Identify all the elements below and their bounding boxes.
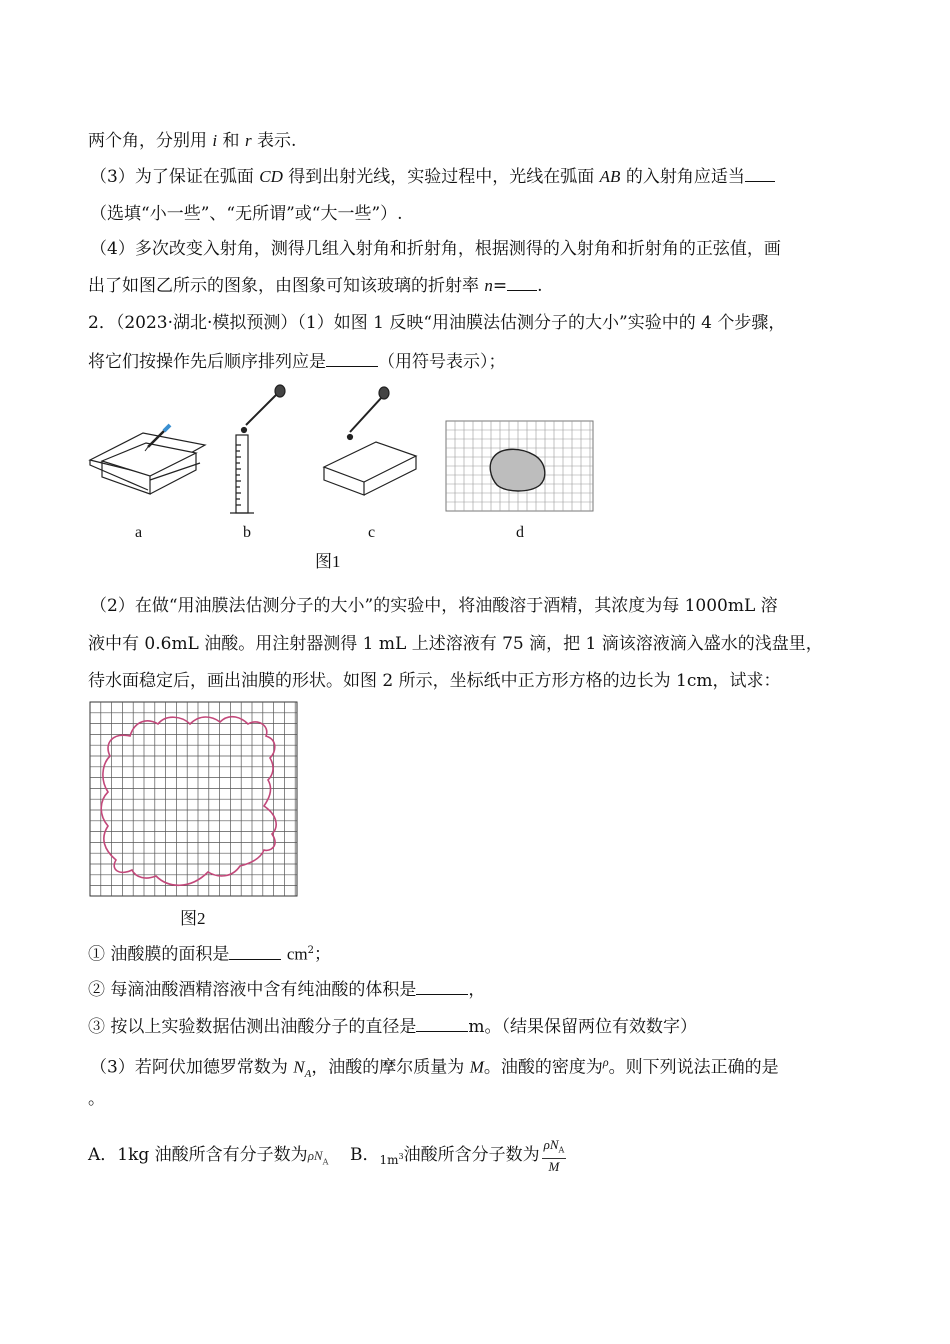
figure-1-d-grid: [446, 421, 593, 511]
problem-2-part-2-line-1: （2）在做“用油膜法估测分子的大小”的实验中，将油酸溶于酒精，其浓度为每 1000mL 溶: [90, 596, 778, 616]
figure-1-label-c: c: [368, 524, 376, 541]
answer-blank[interactable]: [326, 350, 378, 367]
figure-2: [90, 700, 300, 900]
option-b[interactable]: B．$_{1m^3}$油酸所含分子数为 $\rho N_A$ M: [350, 1137, 565, 1174]
problem-2-part-2-line-3: 待水面稳定后，画出油膜的形状。如图 2 所示，坐标纸中正方形方格的边长为 1cm，试求：: [88, 671, 781, 691]
figure-1-caption: 图1: [315, 552, 341, 571]
sub-question-3: ③ 按以上实验数据估测出油酸分子的直径是 m。（结果保留两位有效数字）: [88, 1017, 698, 1037]
figure-1-label-d: d: [516, 524, 524, 541]
figure-1-b-cylinder: [230, 385, 285, 513]
sub-question-1: ① 油酸膜的面积是 $cm^2$；: [88, 944, 331, 965]
figure-1-label-a: a: [135, 524, 143, 541]
figure-1: [88, 385, 608, 565]
option-a-b: [88, 1137, 566, 1174]
figure-1-label-b: b: [243, 524, 251, 541]
option-a[interactable]: A．1kg 油酸所含有分子数为$\rho N_A$: [88, 1144, 329, 1167]
figure-1-a-tray: [90, 425, 205, 494]
question-3-line-1: （3）为了保证在弧面 CD 得到出射光线，实验过程中，光线在弧面 AB 的入射角应适当: [90, 165, 775, 188]
sub-question-2: ② 每滴油酸酒精溶液中含有纯油酸的体积是 ，: [88, 980, 486, 1000]
problem-2-part-2-line-2: 液中有 0.6mL 油酸。用注射器测得 1 mL 上述溶液有 75 滴，把 1 滴该溶液滴入盛水的浅盘里，: [88, 634, 823, 654]
answer-blank[interactable]: [507, 274, 537, 291]
figure-1-c-tray: [324, 387, 416, 495]
question-3-line-2: （选填“小一些”、“无所谓”或“大一些”）.: [90, 204, 403, 224]
answer-blank[interactable]: [416, 1015, 468, 1032]
answer-blank[interactable]: [416, 978, 468, 995]
answer-blank[interactable]: [745, 165, 775, 182]
answer-blank[interactable]: [229, 943, 281, 960]
problem-2-line-1: 2．（2023·湖北·模拟预测）（1）如图 1 反映“用油膜法估测分子的大小”实验中的 4 个步骤，: [88, 313, 786, 333]
question-4-line-2: 出了如图乙所示的图象，由图象可知该玻璃的折射率 n= .: [88, 276, 543, 296]
text-line-angles: 两个角，分别用 i 和 r 表示.: [88, 131, 297, 151]
question-4-line-1: （4）多次改变入射角，测得几组入射角和折射角，根据测得的入射角和折射角的正弦值，画: [90, 239, 781, 259]
problem-2-part-3-line-2: 。: [88, 1089, 105, 1109]
figure-2-caption: 图2: [180, 909, 206, 928]
problem-2-part-3-line-1: （3）若阿伏加德罗常数为 $N_A$，油酸的摩尔质量为 M。油酸的密度为$^\rho$。则下列说法正确的是: [90, 1055, 779, 1081]
problem-2-line-2: 将它们按操作先后顺序排列应是 （用符号表示）；: [88, 352, 506, 372]
option-b-fraction: $\rho N_A$ M: [543, 1137, 565, 1174]
